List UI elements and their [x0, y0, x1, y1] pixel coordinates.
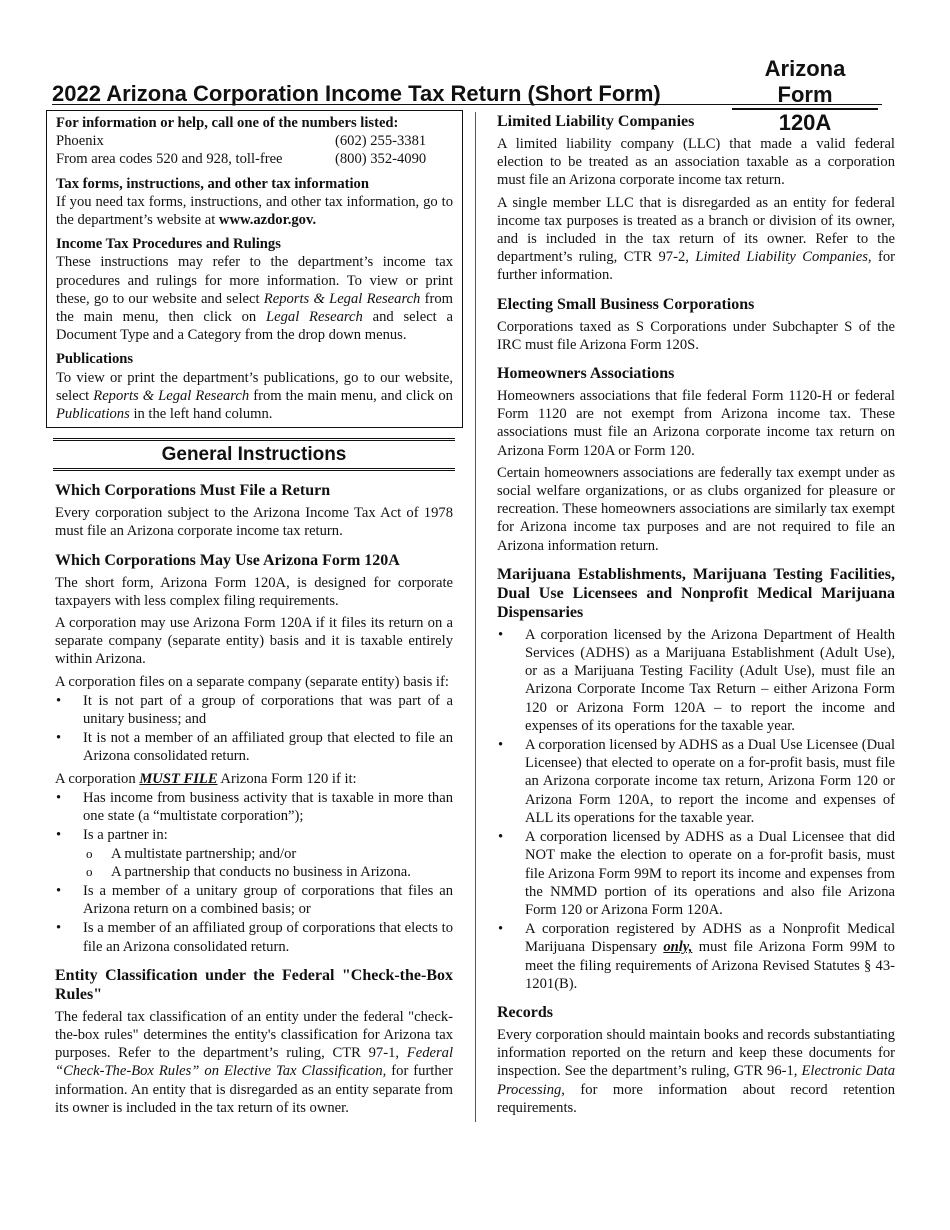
phone-row [56, 132, 453, 150]
info-box [46, 110, 463, 428]
homeowners-p1: Homeowners associations that file federal Form 1120-H or federal Form 1120 are not exempt from Arizona income tax. These associations must file an Arizona corporate income tax return on Arizona Form 120A or Form 120. [497, 388, 895, 459]
marijuana-list [497, 626, 895, 993]
small-business-text: Corporations taxed as S Corporations under Subchapter S of the IRC must file Arizona Form 120S. [497, 318, 895, 353]
list-item: • It is not part of a group of corporations that was part of a unitary business; and [55, 692, 453, 728]
homeowners-heading: Homeowners Associations [497, 365, 675, 383]
separate-basis-list [55, 692, 453, 766]
phone-number: (602) 255-3381 [335, 133, 427, 150]
records-text: Every corporation should maintain books and records substantiating information reported on the return and keep these documents for inspection. See the department’s ruling, GTR 96-1, Electronic Data Processing, for more information about record retention requirements. [497, 1026, 895, 1116]
website-link[interactable]: www.azdor.gov. [218, 212, 317, 229]
form-label-line2: 120A [778, 110, 832, 135]
procedures-section [56, 235, 453, 344]
phone-label: Phoenix [56, 133, 104, 150]
phone-row [56, 150, 453, 168]
procedures-text: These instructions may refer to the department’s income tax procedures and rulings for more information. To view or print these, go to our website and select Reports & Legal Research from the main menu, then click on Legal Research and select a Document Type and a Category from the drop down menus. [56, 254, 454, 344]
list-item: • Has income from business activity that is taxable in more than one state (a “multistate corporation”); [55, 789, 453, 825]
list-item: • A corporation licensed by ADHS as a Dual Licensee that did NOT make the election to operate on a for-profit basis, must file Arizona Form 99M to report its income and expenses from the NMMD portion of its operations and also file Arizona Form 120 or Arizona Form 120A. [497, 828, 895, 919]
title-divider [52, 104, 882, 105]
page-title: 2022 Arizona Corporation Income Tax Return (Short Form) [52, 81, 661, 106]
forms-heading: Tax forms, instructions, and other tax information [56, 175, 369, 192]
left-column [55, 110, 453, 1121]
must-file-heading: Which Corporations Must File a Return [55, 482, 331, 500]
list-item: • A corporation licensed by ADHS as a Dual Use Licensee (Dual Licensee) that elected to operate on a for-profit basis, must file an Arizona corporate income tax return, Arizona Form 120 or Arizona Form 120A, to report the income and expenses of ALL its operations for the taxable year. [497, 736, 895, 827]
records-heading: Records [497, 1003, 553, 1021]
list-item: • Is a member of an affiliated group of corporations that elects to file an Arizona consolidated return. [55, 919, 453, 955]
list-item: • Is a member of a unitary group of corporations that files an Arizona return on a combined basis; or [55, 882, 453, 918]
sub-list-item: o A multistate partnership; and/or [83, 845, 453, 863]
form-label-line1: Arizona Form [732, 56, 878, 110]
must-file-list [55, 789, 453, 956]
sub-list-item: o A partnership that conducts no business in Arizona. [83, 863, 453, 881]
must-file-form-120: A corporation MUST FILE Arizona Form 120 if it: [55, 770, 357, 787]
info-heading: For information or help, call one of the numbers listed: [56, 115, 399, 131]
list-item: • Is a partner in: o A multistate partnership; and/or o A partnership that conducts no business in Arizona. [55, 826, 453, 881]
general-instructions-heading: General Instructions [53, 438, 455, 471]
marijuana-heading: Marijuana Establishments, Marijuana Testing Facilities, Dual Use Licensees and Nonprofit Medical Marijuana Dispensaries [497, 565, 895, 621]
may-use-p3: A corporation files on a separate company (separate entity) basis if: [55, 673, 449, 690]
may-use-heading: Which Corporations May Use Arizona Form 120A [55, 551, 400, 569]
small-business-heading: Electing Small Business Corporations [497, 295, 755, 313]
entity-classification-text: The federal tax classification of an entity under the federal "check-the-box rules" determines the entity's classification for Arizona tax purposes. Refer to the department’s ruling, CTR 97-1, Federal “Check-The-Box Rules” on Elective Tax Classification, for further information. An entity that is disregarded as an entity separate from its owner is included in the tax return of its owner. [55, 1008, 453, 1116]
llc-p2: A single member LLC that is disregarded as an entity for federal income tax purposes is treated as a branch or division of its owner, and is included in the tax return of its owner. Refer to the department’s ruling, CTR 97-2, Limited Liability Companies, for further information. [497, 194, 895, 284]
entity-classification-heading: Entity Classification under the Federal "Check-the-Box Rules" [55, 966, 453, 1003]
list-item: • A corporation licensed by the Arizona Department of Health Services (ADHS) as a Marijuana Establishment (Adult Use), or as a Marijuana Testing Facility (Adult Use), must file an Arizona Corporate Income Tax Return – either Arizona Form 120 or Arizona Form 120A – to report the income and expenses of its operations for the taxable year. [497, 626, 895, 735]
forms-text: If you need tax forms, instructions, and other tax information, go to the department’s website at www.azdor.gov. [56, 193, 453, 229]
forms-section [56, 175, 453, 230]
phone-label: From area codes 520 and 928, toll-free [56, 151, 283, 168]
llc-p1: A limited liability company (LLC) that made a valid federal election to be treated as an association taxable as a corporation must file an Arizona corporate income tax return. [497, 136, 895, 189]
must-file-text: Every corporation subject to the Arizona Income Tax Act of 1978 must file an Arizona corporate income tax return. [55, 505, 453, 540]
llc-heading: Limited Liability Companies [497, 113, 695, 130]
may-use-p1: The short form, Arizona Form 120A, is designed for corporate taxpayers with less complex filing requirements. [55, 574, 453, 609]
publications-section [56, 350, 453, 423]
publications-heading: Publications [56, 351, 134, 368]
partner-sublist [83, 845, 453, 881]
list-item: • It is not a member of an affiliated group that elected to file an Arizona consolidated return. [55, 729, 453, 765]
homeowners-p2: Certain homeowners associations are federally tax exempt under as social welfare organizations, or as clubs organized for pleasure or recreation. These homeowners associations are similarly tax exempt for Arizona income tax purposes and are not required to file an Arizona information return. [497, 464, 895, 554]
procedures-heading: Income Tax Procedures and Rulings [56, 236, 281, 253]
publications-text: To view or print the department’s publications, go to our website, select Reports & Legal Research from the main menu, and click on Publications in the left hand column. [56, 369, 453, 423]
phone-number: (800) 352-4090 [335, 151, 427, 168]
column-divider [475, 112, 476, 1122]
list-item: • A corporation registered by ADHS as a Nonprofit Medical Marijuana Dispensary only, must file Arizona Form 99M to meet the filing requirements of Arizona Revised Statutes § 43-1201(B). [497, 920, 895, 993]
right-column [497, 112, 895, 1121]
may-use-p2: A corporation may use Arizona Form 120A if it files its return on a separate company (separate entity) basis and it is taxable entirely within Arizona. [55, 615, 453, 668]
